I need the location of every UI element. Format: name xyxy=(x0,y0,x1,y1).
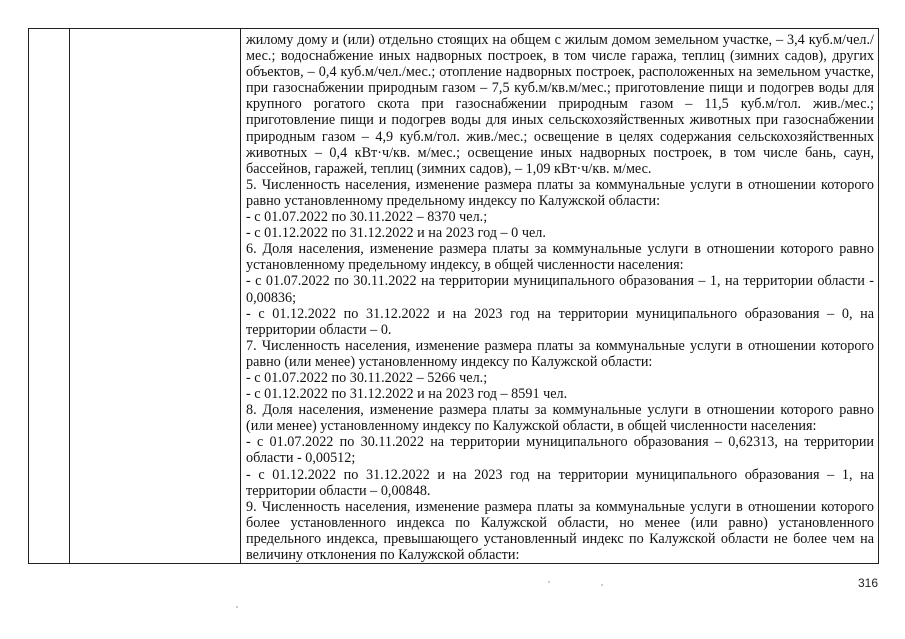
paragraph-item-5: 5. Численность населения, изменение размера платы за коммунальные услуги в отношении которого равно установленному предельному индексу по Калужской области: xyxy=(246,176,874,209)
paragraph-item-6-period-2: - с 01.12.2022 по 31.12.2022 и на 2023 год на территории муниципального образования – 0, на территории области – 0. xyxy=(246,305,874,338)
paragraph-item-8: 8. Доля населения, изменение размера платы за коммунальные услуги в отношении которого равно (или менее) установленному индексу по Калужской области, в общей численности населения: xyxy=(246,402,874,435)
paragraph-item-5-period-2: - с 01.12.2022 по 31.12.2022 и на 2023 год – 0 чел. xyxy=(246,225,546,242)
page-number: 316 xyxy=(857,576,878,590)
table-column-divider xyxy=(240,29,241,563)
paragraph-item-9: 9. Численность населения, изменение размера платы за коммунальные услуги в отношении которого более установленного индекса по Калужской области, но менее (или равно) установленного предельного индекса, превышающего установленный индекс по Калужской области не более чем на величину отклонения по Калужской области: xyxy=(246,498,874,563)
paragraph-item-6: 6. Доля населения, изменение размера платы за коммунальные услуги в отношении которого равно установленному предельному индексу, в общей численности населения: xyxy=(246,241,874,274)
document-table xyxy=(28,28,879,564)
paragraph-item-5-period-1: - с 01.07.2022 по 30.11.2022 – 8370 чел.; xyxy=(246,209,488,226)
paragraph-item-7: 7. Численность населения, изменение размера платы за коммунальные услуги в отношении которого равно (или менее) установленному индексу по Калужской области: xyxy=(246,337,874,370)
paragraph-item-6-period-1: - с 01.07.2022 по 30.11.2022 на территории муниципального образования – 1, на территории области - 0,00836; xyxy=(246,273,874,306)
paragraph-item-7-period-2: - с 01.12.2022 по 31.12.2022 и на 2023 год – 8591 чел. xyxy=(246,386,568,403)
paragraph-item-7-period-1: - с 01.07.2022 по 30.11.2022 – 5266 чел.; xyxy=(246,369,488,386)
paragraph-utility-norms-continued: жилому дому и (или) отдельно стоящих на общем с жилым домом земельном участке, – 3,4 куб.м/чел./мес.; водоснабжение иных надворных построек, в том числе гаража, теплиц (зимних садов), других объектов, – 0,4 куб.м/чел./мес.; отопление надворных построек, расположенных на земельном участке, при газоснабжении природным газом – 7,5 куб.м/кв.м/мес.; приготовление пищи и подогрев воды для крупного рогатого скота при газоснабжении природным газом – 11,5 куб.м/гол. жив./мес.; приготовление пищи и подогрев воды для иных сельскохозяйственных животных при газоснабжении природным газом – 4,9 куб.м/гол. жив./мес.; освещение в целях содержания сельскохозяйственных животных – 0,4 кВт·ч/кв. м/мес.; освещение иных надворных построек, в том числе бань, саун, бассейнов, гаражей, теплиц (зимних садов), – 1,09 кВт·ч/кв. м/мес. xyxy=(246,32,874,177)
paragraph-item-8-period-1: - с 01.07.2022 по 30.11.2022 на территории муниципального образования – 0,62313, на территории области - 0,00512; xyxy=(246,434,874,467)
table-text-cell xyxy=(246,32,874,563)
table-column-divider xyxy=(69,29,70,563)
scan-speck xyxy=(236,606,238,608)
paragraph-item-8-period-2: - с 01.12.2022 по 31.12.2022 и на 2023 год на территории муниципального образования – 1, на территории области – 0,00848. xyxy=(246,466,874,499)
scan-speck xyxy=(601,584,603,586)
scan-speck xyxy=(548,581,550,583)
